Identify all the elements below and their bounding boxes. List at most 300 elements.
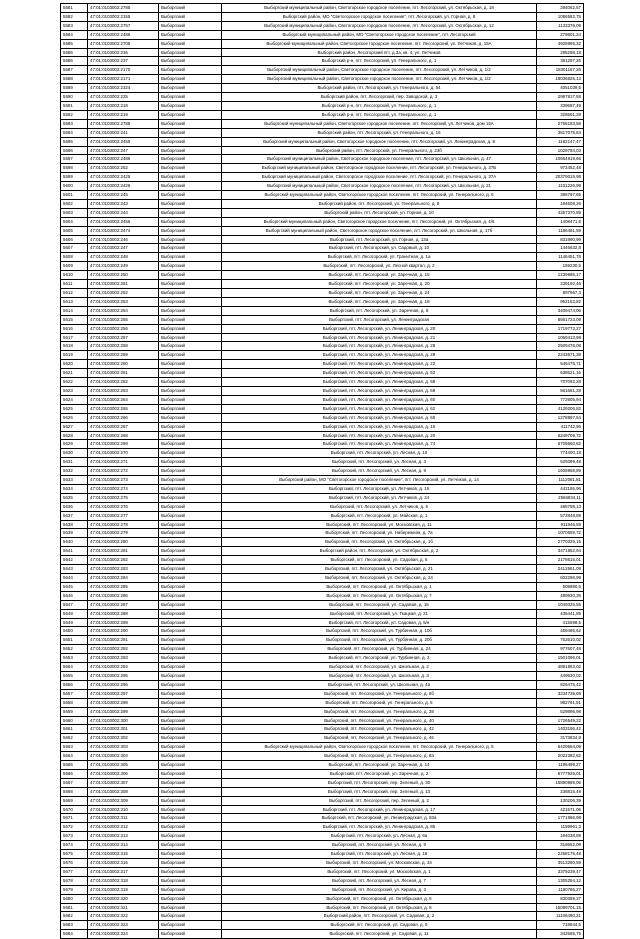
address-cell: Выборгский, пгт. Лесогорский, ул. Октябрьская, д. 21: [222, 565, 537, 574]
row-number-cell: 5623: [61, 386, 88, 395]
cadastral-number-cell: 47:01:0103002:314: [88, 841, 159, 850]
address-cell: Выборгский, пгт. Лесогорский, ул. Октябрьская, д. 5: [222, 894, 537, 903]
cadastral-number-cell: 47:01:0103002:303: [88, 743, 159, 752]
table-row: [61, 66, 584, 75]
row-number-cell: 5590: [61, 93, 88, 102]
cadastral-number-cell: 47:01:0103002:289: [88, 618, 159, 627]
cadastral-value-cell: 3409474,06: [537, 306, 584, 315]
cadastral-number-cell: 47:01:0103002:245: [88, 191, 159, 200]
cadastral-value-cell: 602286,99: [537, 574, 584, 583]
cadastral-number-cell: 47:01:0103002:286: [88, 591, 159, 600]
cadastral-value-cell: 239192,46: [537, 280, 584, 289]
row-number-cell: 5637: [61, 511, 88, 520]
row-number-cell: 5642: [61, 556, 88, 565]
address-cell: Выборгский, пгт. Лесогорский, ул. Ленинградская: [222, 315, 537, 324]
address-cell: Выборгский, пгт. Лесогорский, ул. Лесная, д. 3: [222, 458, 537, 467]
district-cell: Выборгский: [159, 743, 222, 752]
cadastral-value-cell: 1608958,89: [537, 467, 584, 476]
cadastral-number-cell: 47:01:0103002:2170: [88, 66, 159, 75]
row-number-cell: 5616: [61, 324, 88, 333]
cadastral-number-cell: 47:01:0103002:302: [88, 734, 159, 743]
district-cell: Выборгский: [159, 805, 222, 814]
table-row: [61, 476, 584, 485]
cadastral-number-cell: 47:01:0103002:278: [88, 520, 159, 529]
address-cell: Выборгский, пгт. Лесогорский, ул. Московская, д. 1: [222, 867, 537, 876]
address-cell: Выборгский, пгт. Лесогорский, ул. Лесная, д. 9: [222, 467, 537, 476]
row-number-cell: 5669: [61, 796, 88, 805]
table-row: [61, 57, 584, 66]
cadastral-number-cell: 47:01:0103002:275: [88, 493, 159, 502]
district-cell: Выборгский: [159, 4, 222, 13]
cadastral-value-cell: 194608,26: [537, 199, 584, 208]
table-row: [61, 921, 584, 930]
address-cell: Выборгский, пгт. Лесогорский, ул. Турбинная, д. 2: [222, 654, 537, 663]
cadastral-number-cell: 47:01:0103002:300: [88, 716, 159, 725]
row-number-cell: 5681: [61, 903, 88, 912]
district-cell: Выборгский: [159, 645, 222, 654]
cadastral-number-cell: 47:01:0103002:282: [88, 556, 159, 565]
cadastral-value-cell: 3234735,69: [537, 689, 584, 698]
district-cell: Выборгский: [159, 663, 222, 672]
address-cell: Выборгский муниципальный район, Светогорское городское поселение, пгт. Лесогорский, ул. Генерального, д. 37Б: [222, 164, 537, 173]
cadastral-number-cell: 47:01:0103002:284: [88, 574, 159, 583]
district-cell: Выборгский: [159, 413, 222, 422]
address-cell: Выборгский, пгт. Лесогорский, ул. Ленинградская, д. 65: [222, 413, 537, 422]
cadastral-number-cell: 47:01:0103002:290: [88, 627, 159, 636]
table-row: [61, 39, 584, 48]
district-cell: Выборгский: [159, 582, 222, 591]
cadastral-number-cell: 47:01:0103002:276: [88, 502, 159, 511]
address-cell: Выборгский, пгт. Лесогорский, ул. Лесная, д. 6а: [222, 832, 537, 841]
cadastral-value-cell: 1196499,27: [537, 761, 584, 770]
address-cell: Выборгский, пгт. Лесогорский, ул. Ленинградская, д. 52: [222, 369, 537, 378]
address-cell: Выборгский р-н, пгт. Лесогорский, ул. Генерального, д. 1: [222, 110, 537, 119]
table-row: [61, 663, 584, 672]
district-cell: Выборгский: [159, 769, 222, 778]
address-cell: Выборгский, пгт. Лесогорский, ул. Заречная, д. 8: [222, 306, 537, 315]
cadastral-number-cell: 47:01:0103002:312: [88, 823, 159, 832]
address-cell: Выборгский район, пгт. Лесогорский, ул. Садовая, д. 2: [222, 912, 537, 921]
district-cell: Выборгский: [159, 761, 222, 770]
district-cell: Выборгский: [159, 342, 222, 351]
cadastral-value-cell: 1446632,8: [537, 244, 584, 253]
address-cell: Выборгский, пгт. Лесогорский, пер. Зеленый, д. 2: [222, 796, 537, 805]
district-cell: Выборгский: [159, 894, 222, 903]
row-number-cell: 5605: [61, 226, 88, 235]
table-row: [61, 876, 584, 885]
district-cell: Выборгский: [159, 315, 222, 324]
district-cell: Выборгский: [159, 199, 222, 208]
district-cell: Выборгский: [159, 378, 222, 387]
district-cell: Выборгский: [159, 921, 222, 930]
cadastral-value-cell: 339687,49: [537, 101, 584, 110]
district-cell: Выборгский: [159, 467, 222, 476]
table-row: [61, 930, 584, 939]
row-number-cell: 5657: [61, 689, 88, 698]
row-number-cell: 5665: [61, 761, 88, 770]
cadastral-number-cell: 47:01:0103002:264: [88, 395, 159, 404]
cadastral-number-cell: 47:01:0103002:315: [88, 850, 159, 859]
address-cell: Выборгский, пгт. Лесогорский, ул. Заречная, д. 24: [222, 289, 537, 298]
row-number-cell: 5619: [61, 351, 88, 360]
table-row: [61, 707, 584, 716]
cadastral-number-cell: 47:01:0103002:285: [88, 582, 159, 591]
table-row: [61, 903, 584, 912]
row-number-cell: 5636: [61, 502, 88, 511]
row-number-cell: 5639: [61, 529, 88, 538]
cadastral-number-cell: 47:01:0103002:253: [88, 297, 159, 306]
cadastral-value-cell: 342585,75: [537, 930, 584, 939]
district-cell: Выборгский: [159, 787, 222, 796]
address-cell: Выборгский, пгт. Лесогорский, ул. Ленинградская, д. 85: [222, 823, 537, 832]
district-cell: Выборгский: [159, 244, 222, 253]
table-row: [61, 529, 584, 538]
district-cell: Выборгский: [159, 529, 222, 538]
table-row: [61, 235, 584, 244]
row-number-cell: 5626: [61, 413, 88, 422]
cadastral-number-cell: 47:01:0103002:247: [88, 146, 159, 155]
table-row: [61, 75, 584, 84]
district-cell: Выборгский: [159, 57, 222, 66]
district-cell: Выборгский: [159, 547, 222, 556]
cadastral-number-cell: 47:01:0103002:268: [88, 431, 159, 440]
cadastral-number-cell: 47:01:0103002:279: [88, 529, 159, 538]
cadastral-value-cell: 546475,71: [537, 360, 584, 369]
address-cell: Выборгский, пгт. Лесогорский, ул. Садовая, д. 11: [222, 930, 537, 939]
address-cell: Выборгский, пгт. Лесогорский, ул. Ленинградская, д. 20: [222, 431, 537, 440]
address-cell: Выборгский муниципальный район, Светогорское городское поселение, пгт. Лесогорский, ул. Школьная, д. 21: [222, 182, 537, 191]
cadastral-value-cell: 130206,39: [537, 796, 584, 805]
address-cell: Выборгский муниципальный район, Светогорское городское поселение, пгт. Лесогорский, ул. Летчиков, д. 15А: [222, 39, 537, 48]
row-number-cell: 5606: [61, 235, 88, 244]
table-row: [61, 680, 584, 689]
cadastral-value-cell: 442186,96: [537, 484, 584, 493]
cadastral-number-cell: 47:01:0103002:291: [88, 636, 159, 645]
cadastral-number-cell: 47:01:0103002:246: [88, 235, 159, 244]
table-row: [61, 778, 584, 787]
table-row: [61, 502, 584, 511]
district-cell: Выборгский: [159, 654, 222, 663]
address-cell: Выборгский, пгт. Лесогорский, ул. Октябрьская, д. 8: [222, 903, 537, 912]
table-row: [61, 378, 584, 387]
cadastral-number-cell: 47:01:0103002:310: [88, 805, 159, 814]
table-row: [61, 289, 584, 298]
address-cell: Выборгский, пгт. Лесогорский, ул. Лесная, д. 9: [222, 841, 537, 850]
row-number-cell: 5675: [61, 850, 88, 859]
cadastral-value-cell: 831990,99: [537, 235, 584, 244]
row-number-cell: 5632: [61, 467, 88, 476]
cadastral-value-cell: 1182147,47: [537, 137, 584, 146]
address-cell: Выборгский, пгт. Лесогорский, ул. Ленинградская, д. 58: [222, 386, 537, 395]
table-row: [61, 565, 584, 574]
table-row: [61, 796, 584, 805]
address-cell: Выборгский район, МО "Светогорское городское поселение", пгт. Лесогорский, ул. Горная, д. 8: [222, 12, 537, 21]
cadastral-value-cell: 411742,96: [537, 422, 584, 431]
district-cell: Выборгский: [159, 101, 222, 110]
cadastral-value-cell: 718844,5: [537, 921, 584, 930]
row-number-cell: 5582: [61, 12, 88, 21]
cadastral-value-cell: 2509476,08: [537, 342, 584, 351]
table-row: [61, 422, 584, 431]
cadastral-value-cell: 194038,89: [537, 832, 584, 841]
address-cell: Выборгский, пгт. Лесогорский, ул. Летчиков, д. 15: [222, 484, 537, 493]
cadastral-value-cell: 3817075,84: [537, 128, 584, 137]
cadastral-number-cell: 47:01:0103002:272: [88, 467, 159, 476]
table-row: [61, 146, 584, 155]
row-number-cell: 5646: [61, 591, 88, 600]
table-row: [61, 636, 584, 645]
table-row: [61, 458, 584, 467]
address-cell: Выборгский, пгт. Лесогорский, ул. Ткацкая, д. 21: [222, 609, 537, 618]
address-cell: Выборгский, пгт. Лесогорский, ул. Ленинградская, д. 17: [222, 805, 537, 814]
row-number-cell: 5634: [61, 484, 88, 493]
district-cell: Выборгский: [159, 164, 222, 173]
row-number-cell: 5624: [61, 395, 88, 404]
address-cell: Выборгский, пгт. Лесогорский, ул. Заречная, д. 14: [222, 761, 537, 770]
table-row: [61, 199, 584, 208]
district-cell: Выборгский: [159, 778, 222, 787]
row-number-cell: 5604: [61, 217, 88, 226]
district-cell: Выборгский: [159, 191, 222, 200]
address-cell: Выборгский муниципальный район, Светогорское городское поселение, пгт. Лесогорский, ул. Летчиков, д. 1/2: [222, 75, 537, 84]
row-number-cell: 5607: [61, 244, 88, 253]
cadastral-value-cell: 826475,42: [537, 680, 584, 689]
cadastral-number-cell: 47:01:0103002:241: [88, 128, 159, 137]
cadastral-value-cell: 1305294,12: [537, 876, 584, 885]
district-cell: Выборгский: [159, 707, 222, 716]
cadastral-number-cell: 47:01:0103002:265: [88, 404, 159, 413]
table-row: [61, 369, 584, 378]
district-cell: Выборгский: [159, 600, 222, 609]
cadastral-value-cell: 3173834,8: [537, 734, 584, 743]
cadastral-number-cell: 47:01:0103002:252: [88, 289, 159, 298]
cadastral-number-cell: 47:01:0103002:299: [88, 707, 159, 716]
cadastral-number-cell: 47:01:0103002:2155: [88, 12, 159, 21]
row-number-cell: 5614: [61, 306, 88, 315]
district-cell: Выборгский: [159, 725, 222, 734]
cadastral-value-cell: 1133376,09: [537, 21, 584, 30]
row-number-cell: 5597: [61, 155, 88, 164]
row-number-cell: 5586: [61, 48, 88, 57]
address-cell: Выборгский муниципальный район, Светогорское городское поселение, пгт. Лесогорский, ул. Октябрьская, д. 18: [222, 4, 537, 13]
cadastral-number-cell: 47:01:0103002:263: [88, 386, 159, 395]
district-cell: Выборгский: [159, 226, 222, 235]
cadastral-value-cell: 2997917,59: [537, 93, 584, 102]
cadastral-number-cell: 47:01:0103002:321: [88, 903, 159, 912]
cadastral-number-cell: 47:01:0103002:323: [88, 921, 159, 930]
cadastral-number-cell: 47:01:0103002:243: [88, 199, 159, 208]
address-cell: Выборгский район, пгт. Лесогорский, ул. Генерального, д. 23б: [222, 146, 537, 155]
address-cell: Выборгский, пгт. Лесогорский, ул. Ленинградская, д. 22: [222, 360, 537, 369]
address-cell: Выборгский, пгт. Лесогорский, ул. Октябрьская, д. 1б: [222, 538, 537, 547]
cadastral-value-cell: 2178615,01: [537, 556, 584, 565]
cadastral-number-cell: 47:01:0103002:324: [88, 930, 159, 939]
cadastral-value-cell: 509880,5: [537, 582, 584, 591]
row-number-cell: 5645: [61, 582, 88, 591]
cadastral-number-cell: 47:01:0103002:2757: [88, 21, 159, 30]
row-number-cell: 5599: [61, 173, 88, 182]
table-row: [61, 342, 584, 351]
table-row: [61, 671, 584, 680]
table-row: [61, 761, 584, 770]
address-cell: Выборгский, пгт. Лесогорский, ул. Заречная, д. 2: [222, 769, 537, 778]
cadastral-value-cell: 1049325,55: [537, 600, 584, 609]
row-number-cell: 5664: [61, 752, 88, 761]
district-cell: Выборгский: [159, 422, 222, 431]
cadastral-value-cell: 489930,35: [537, 591, 584, 600]
cadastral-number-cell: 47:01:0103002:301: [88, 725, 159, 734]
address-cell: Выборгский муниципальный район, Светогорское городское поселение, пгт. Лесогорский, ул. Школьная, д. 47: [222, 155, 537, 164]
table-row: [61, 547, 584, 556]
row-number-cell: 5615: [61, 315, 88, 324]
cadastral-value-cell: 3471952,94: [537, 547, 584, 556]
district-cell: Выборгский: [159, 110, 222, 119]
row-number-cell: 5611: [61, 280, 88, 289]
address-cell: Выборгский район, пгт. Лесогорский, ул. Октябрьская, д. 2: [222, 547, 537, 556]
cadastral-number-cell: 47:01:0103002:2788: [88, 119, 159, 128]
row-number-cell: 5680: [61, 894, 88, 903]
row-number-cell: 5660: [61, 716, 88, 725]
cadastral-number-cell: 47:01:0103002:311: [88, 814, 159, 823]
table-row: [61, 591, 584, 600]
address-cell: Выборгский, пгт. Лесогорский, ул. Заречная, д. 20: [222, 280, 537, 289]
table-row: [61, 155, 584, 164]
row-number-cell: 5649: [61, 618, 88, 627]
table-row: [61, 716, 584, 725]
district-cell: Выборгский: [159, 75, 222, 84]
district-cell: Выборгский: [159, 841, 222, 850]
cadastral-value-cell: 707092,28: [537, 378, 584, 387]
district-cell: Выборгский: [159, 173, 222, 182]
cadastral-value-cell: 6249709,72: [537, 431, 584, 440]
address-cell: Выборгский, пгт. Лесогорский, ул. Ленинградская, д. 62: [222, 404, 537, 413]
district-cell: Выборгский: [159, 627, 222, 636]
cadastral-value-cell: 6429564,09: [537, 743, 584, 752]
cadastral-number-cell: 47:01:0103002:2171: [88, 75, 159, 84]
row-number-cell: 5586: [61, 57, 88, 66]
district-cell: Выборгский: [159, 306, 222, 315]
district-cell: Выборгский: [159, 618, 222, 627]
row-number-cell: 5638: [61, 520, 88, 529]
cadastral-value-cell: 295298,18: [537, 48, 584, 57]
cadastral-number-cell: 47:01:0103002:259: [88, 351, 159, 360]
table-row: [61, 787, 584, 796]
cadastral-number-cell: 47:01:0103002:262: [88, 378, 159, 387]
district-cell: Выборгский: [159, 369, 222, 378]
table-row: [61, 101, 584, 110]
cadastral-number-cell: 47:01:0103002:250: [88, 271, 159, 280]
cadastral-number-cell: 47:01:0103002:2426: [88, 182, 159, 191]
address-cell: Выборгский район, пгт. Лесогорский, ул. Генерального, д. 8: [222, 199, 537, 208]
cadastral-value-cell: 8561723,09: [537, 315, 584, 324]
cadastral-value-cell: 897967,3: [537, 289, 584, 298]
cadastral-number-cell: 47:01:0103002:269: [88, 440, 159, 449]
table-row: [61, 743, 584, 752]
cadastral-value-cell: 2770325,15: [537, 538, 584, 547]
row-number-cell: 5593: [61, 119, 88, 128]
table-row: [61, 271, 584, 280]
cadastral-value-cell: 1239686,17: [537, 271, 584, 280]
cadastral-number-cell: 47:01:0103002:319: [88, 885, 159, 894]
district-cell: Выборгский: [159, 12, 222, 21]
district-cell: Выборгский: [159, 511, 222, 520]
table-row: [61, 511, 584, 520]
table-row: [61, 654, 584, 663]
district-cell: Выборгский: [159, 859, 222, 868]
table-row: [61, 128, 584, 137]
table-row: [61, 538, 584, 547]
district-cell: Выборгский: [159, 689, 222, 698]
district-cell: Выборгский: [159, 297, 222, 306]
registry-sheet: [60, 3, 584, 939]
district-cell: Выборгский: [159, 48, 222, 57]
district-cell: Выборгский: [159, 814, 222, 823]
district-cell: Выборгский: [159, 556, 222, 565]
row-number-cell: 5625: [61, 404, 88, 413]
address-cell: Выборгский, пгт. Лесогорский, ул. Генерального, д. 5: [222, 698, 537, 707]
address-cell: Выборгский, пгт. Лесогорский, ул. Школьная, д. 3: [222, 671, 537, 680]
address-cell: Выборгский, пгт. Лесогорский, ул. Московская, д. 34: [222, 859, 537, 868]
row-number-cell: 5635: [61, 493, 88, 502]
address-cell: Выборгский, пгт. Лесогорский, ул. Лесная, д. 7: [222, 876, 537, 885]
row-number-cell: 5601: [61, 191, 88, 200]
table-row: [61, 440, 584, 449]
cadastral-value-cell: 2566934,11: [537, 493, 584, 502]
table-row: [61, 805, 584, 814]
cadastral-number-cell: 47:01:0103002:249: [88, 262, 159, 271]
row-number-cell: 5679: [61, 885, 88, 894]
address-cell: Выборгский, пгт. Лесогорский, ул. Школьная, д. 2: [222, 663, 537, 672]
district-cell: Выборгский: [159, 734, 222, 743]
cadastral-number-cell: 47:01:0103002:252: [88, 164, 159, 173]
cadastral-value-cell: 561681,28: [537, 386, 584, 395]
table-row: [61, 262, 584, 271]
address-cell: Выборгский, пгт. Лесогорский, ул. Заречная, д. 15: [222, 271, 537, 280]
cadastral-value-cell: 4928895,32: [537, 39, 584, 48]
row-number-cell: 5587: [61, 66, 88, 75]
row-number-cell: 5648: [61, 609, 88, 618]
address-cell: Выборгский, пгт. Лесогорский, ул. Октябрьская, д. 24: [222, 574, 537, 583]
district-cell: Выборгский: [159, 39, 222, 48]
row-number-cell: 5661: [61, 725, 88, 734]
address-cell: Выборгский, пгт. Лесогорский, ул. Ленинградская, д. 58: [222, 378, 537, 387]
cadastral-value-cell: 1408471,8: [537, 217, 584, 226]
cadastral-number-cell: 47:01:0103002:2459: [88, 137, 159, 146]
district-cell: Выборгский: [159, 538, 222, 547]
district-cell: Выборгский: [159, 217, 222, 226]
cadastral-value-cell: 638521,16: [537, 369, 584, 378]
table-row: [61, 752, 584, 761]
cadastral-number-cell: 47:01:0103002:322: [88, 912, 159, 921]
row-number-cell: 5663: [61, 743, 88, 752]
cadastral-value-cell: 15890989,05: [537, 778, 584, 787]
district-cell: Выборгский: [159, 404, 222, 413]
registry-table-body: [61, 4, 584, 939]
table-row: [61, 627, 584, 636]
cadastral-value-cell: 830389,37: [537, 894, 584, 903]
cadastral-value-cell: 421571,06: [537, 805, 584, 814]
cadastral-value-cell: 972452,48: [537, 164, 584, 173]
district-cell: Выборгский: [159, 30, 222, 39]
row-number-cell: 5598: [61, 164, 88, 173]
district-cell: Выборгский: [159, 119, 222, 128]
district-cell: Выборгский: [159, 885, 222, 894]
cadastral-number-cell: 47:01:0103002:267: [88, 422, 159, 431]
table-row: [61, 119, 584, 128]
table-row: [61, 110, 584, 119]
address-cell: Выборгский, пгт. Лесогорский, ул. Ленинградская, д. 60: [222, 395, 537, 404]
cadastral-number-cell: 47:01:0103002:296: [88, 680, 159, 689]
